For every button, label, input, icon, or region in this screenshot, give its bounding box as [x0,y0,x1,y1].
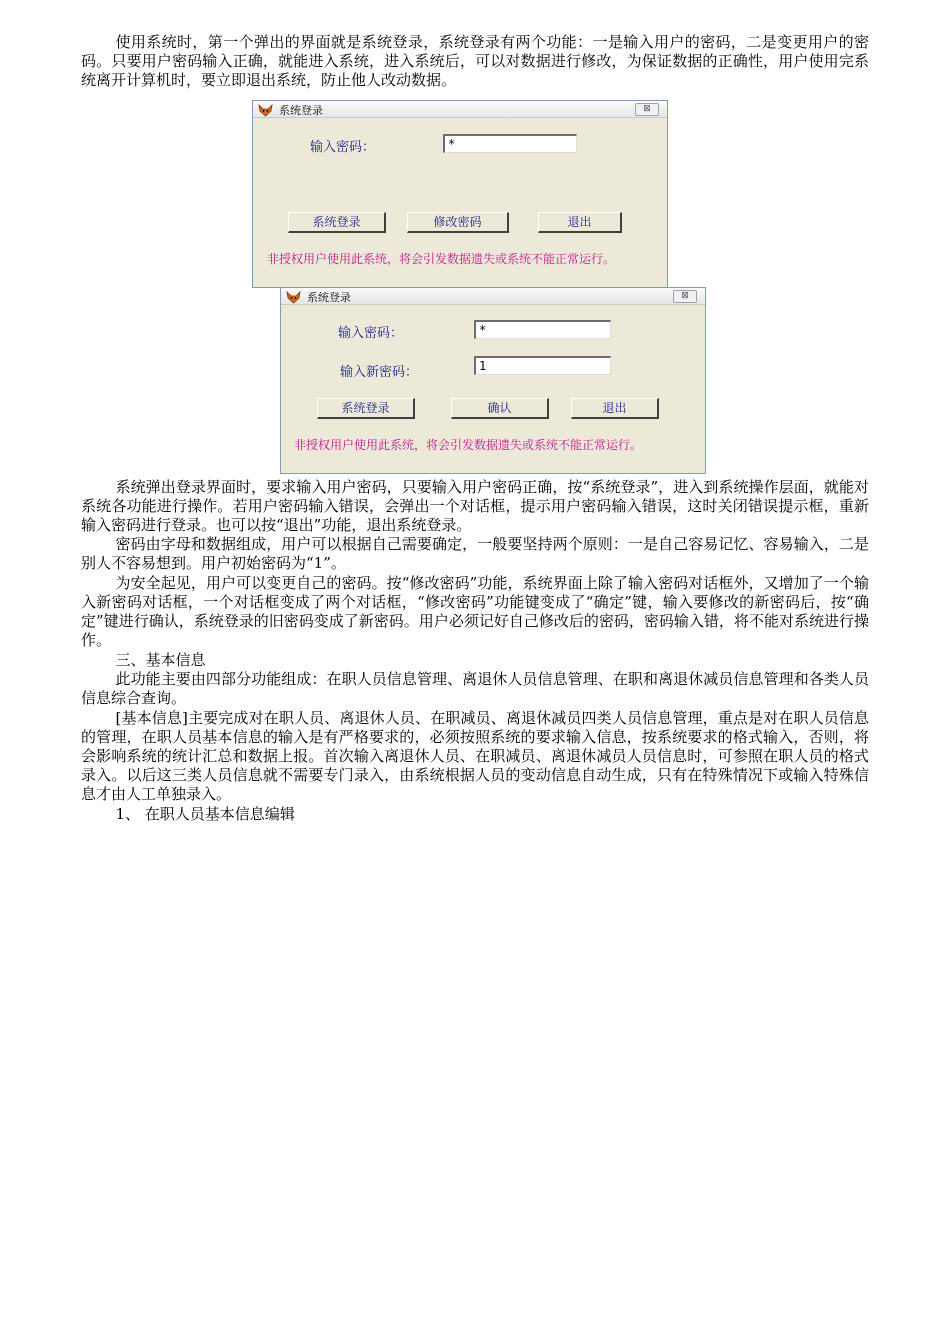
login-button[interactable]: 系统登录 [317,398,415,419]
basic-info-detail-paragraph: [基本信息]主要完成对在职人员、离退休人员、在职减员、离退休减员四类人员信息管理，重点是对在职人员信息的管理，在职人员基本信息的输入是有严格要求的，必须按照系统的要求输入信息，按系统要求的格式输入，否则，将会影响系统的统计汇总和数据上报。首次输入离退休人员、在职减员、离退休减员人员信息时，可参照在职人员的格式录入。以后这三类人员信息就不需要专门录入，由系统根据人员的变动信息自动生成，只有在特殊情况下或输入特殊信息才由人工单独录入。 [81,709,869,803]
warning-text: 非授权用户使用此系统，将会引发数据遗失或系统不能正常运行。 [294,438,643,452]
intro-paragraph: 使用系统时，第一个弹出的界面就是系统登录，系统登录有两个功能：一是输入用户的密码，二是变更用户的密码。只要用户密码输入正确，就能进入系统，进入系统后，可以对数据进行修改，为保证数据的正确性，用户使用完系统离开计算机时，要立即退出系统，防止他人改动数据。 [81,33,869,89]
password-label: 输入密码： [310,140,376,155]
password-input[interactable]: * [443,134,577,153]
new-password-label: 输入新密码： [340,365,419,380]
dialog-titlebar[interactable] [253,101,667,118]
subsection-heading: 1、 在职人员基本信息编辑 [115,805,295,823]
close-icon[interactable]: ⊠ [635,103,659,116]
exit-button[interactable]: 退出 [571,398,659,419]
password-input[interactable]: * [474,320,611,339]
change-password-button[interactable]: 修改密码 [407,212,509,233]
close-icon[interactable]: ⊠ [673,290,697,303]
login-dialog [252,100,668,288]
password-label: 输入密码： [338,326,404,341]
section-heading: 三、基本信息 [115,651,206,669]
warning-text: 非授权用户使用此系统，将会引发数据遗失或系统不能正常运行。 [267,252,616,266]
dialog-titlebar[interactable] [281,288,705,305]
dialog-title: 系统登录 [279,104,323,117]
change-password-dialog [280,287,706,474]
login-button[interactable]: 系统登录 [288,212,386,233]
dialog-title: 系统登录 [307,291,351,304]
new-password-input[interactable]: 1 [474,356,611,375]
basic-info-intro-paragraph: 此功能主要由四部分功能组成：在职人员信息管理、离退休人员信息管理、在职和离退休减员信息管理和各类人员信息综合查询。 [81,670,869,707]
login-description-paragraph: 系统弹出登录界面时，要求输入用户密码，只要输入用户密码正确，按“系统登录”，进入到系统操作层面，就能对系统各功能进行操作。若用户密码输入错误，会弹出一个对话框，提示用户密码输入错误，这时关闭错误提示框，重新输入密码进行登录。也可以按“退出”功能，退出系统登录。 [81,478,869,534]
fox-icon [258,102,273,121]
confirm-button[interactable]: 确认 [451,398,549,419]
fox-icon [286,289,301,308]
password-rules-paragraph: 密码由字母和数据组成，用户可以根据自己需要确定，一般要坚持两个原则：一是自己容易记忆、容易输入，二是别人不容易想到。用户初始密码为“1”。 [81,535,869,572]
exit-button[interactable]: 退出 [538,212,622,233]
change-password-paragraph: 为安全起见，用户可以变更自己的密码。按“修改密码”功能，系统界面上除了输入密码对话框外，又增加了一个输入新密码对话框，一个对话框变成了两个对话框，“修改密码”功能键变成了“确定”键，输入要修改的新密码后，按“确定”键进行确认，系统登录的旧密码变成了新密码。用户必须记好自己修改后的密码，密码输入错，将不能对系统进行操作。 [81,574,869,649]
